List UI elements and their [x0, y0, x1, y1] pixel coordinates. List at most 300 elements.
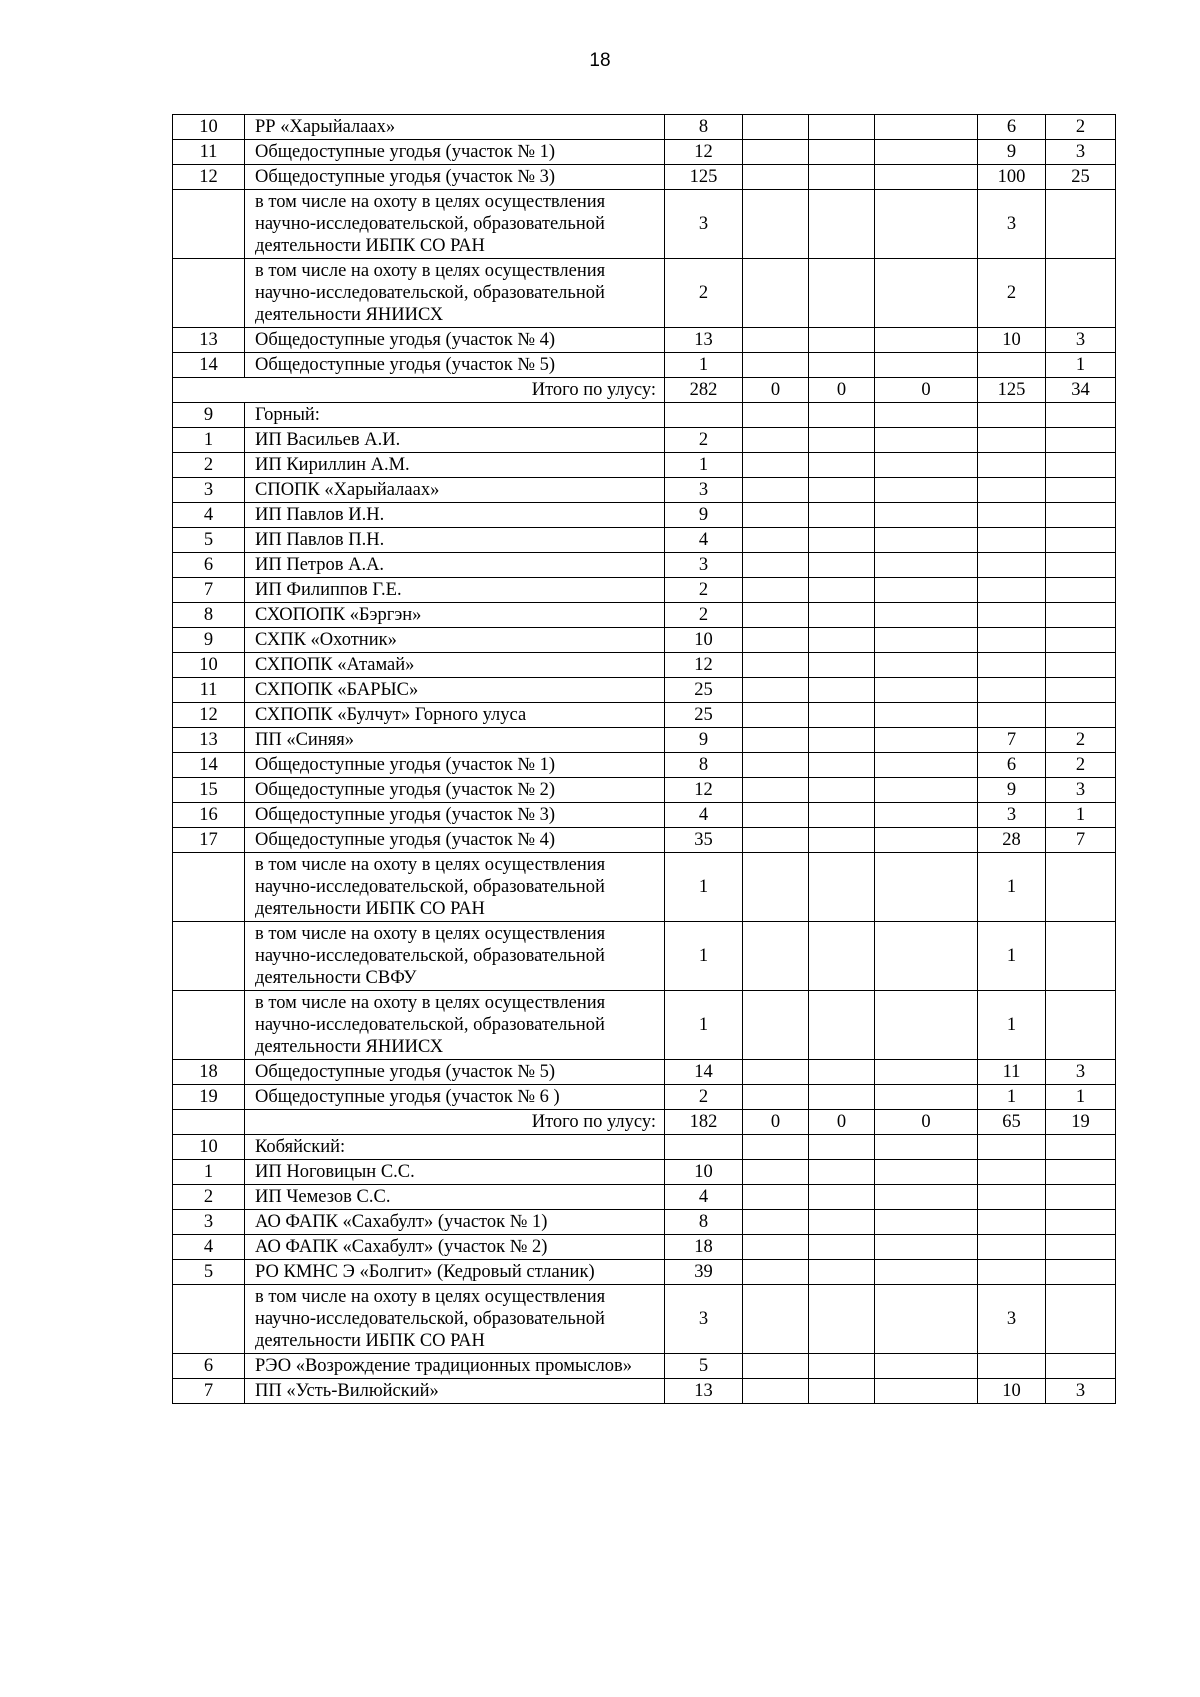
- value-cell-c1: 4: [665, 528, 743, 553]
- row-number-cell: [173, 922, 245, 991]
- table-row: [173, 1354, 1116, 1379]
- value-cell-c2: [743, 1235, 809, 1260]
- row-number-cell: 12: [173, 703, 245, 728]
- value-cell-c4: [875, 778, 978, 803]
- value-cell-c6: [1046, 1285, 1116, 1354]
- value-cell-c1: 4: [665, 803, 743, 828]
- value-cell-c1: 3: [665, 190, 743, 259]
- row-name-cell: Общедоступные угодья (участок № 6 ): [245, 1085, 665, 1110]
- row-name-cell: СХПОПК «Атамай»: [245, 653, 665, 678]
- table-row: [173, 1060, 1116, 1085]
- value-cell-c4: [875, 803, 978, 828]
- value-cell-c5: 65: [978, 1110, 1046, 1135]
- row-name-cell: ИП Павлов П.Н.: [245, 528, 665, 553]
- value-cell-c3: [809, 528, 875, 553]
- value-cell-c4: [875, 1060, 978, 1085]
- value-cell-c6: [1046, 553, 1116, 578]
- value-cell-c2: [743, 1285, 809, 1354]
- value-cell-c6: 2: [1046, 728, 1116, 753]
- value-cell-c5: [978, 478, 1046, 503]
- row-number-cell: 2: [173, 1185, 245, 1210]
- row-name-cell: Общедоступные угодья (участок № 3): [245, 165, 665, 190]
- row-name-cell: Общедоступные угодья (участок № 4): [245, 328, 665, 353]
- value-cell-c1: 8: [665, 753, 743, 778]
- value-cell-c2: [743, 503, 809, 528]
- value-cell-c6: 1: [1046, 803, 1116, 828]
- row-name-cell: Горный:: [245, 403, 665, 428]
- value-cell-c1: 25: [665, 703, 743, 728]
- value-cell-c5: 28: [978, 828, 1046, 853]
- value-cell-c6: [1046, 603, 1116, 628]
- value-cell-c4: [875, 728, 978, 753]
- row-name-cell: ИП Кириллин А.М.: [245, 453, 665, 478]
- table-row: [173, 115, 1116, 140]
- value-cell-c4: [875, 165, 978, 190]
- row-number-cell: 10: [173, 653, 245, 678]
- value-cell-c5: [978, 403, 1046, 428]
- row-number-cell: 11: [173, 678, 245, 703]
- value-cell-c3: [809, 259, 875, 328]
- value-cell-c4: [875, 1185, 978, 1210]
- value-cell-c2: [743, 1135, 809, 1160]
- value-cell-c1: [665, 1135, 743, 1160]
- row-name-cell: СПОПК «Харыйалаах»: [245, 478, 665, 503]
- value-cell-c2: [743, 528, 809, 553]
- value-cell-c3: [809, 1085, 875, 1110]
- value-cell-c4: [875, 1135, 978, 1160]
- value-cell-c2: [743, 353, 809, 378]
- value-cell-c4: [875, 853, 978, 922]
- row-name-cell: ИП Павлов И.Н.: [245, 503, 665, 528]
- row-number-cell: 4: [173, 1235, 245, 1260]
- value-cell-c3: [809, 1285, 875, 1354]
- value-cell-c2: [743, 1060, 809, 1085]
- value-cell-c6: [1046, 991, 1116, 1060]
- value-cell-c6: [1046, 1135, 1116, 1160]
- value-cell-c2: [743, 803, 809, 828]
- row-number-cell: 1: [173, 428, 245, 453]
- value-cell-c6: 7: [1046, 828, 1116, 853]
- value-cell-c4: [875, 115, 978, 140]
- value-cell-c3: [809, 1235, 875, 1260]
- value-cell-c2: [743, 165, 809, 190]
- table-row: [173, 1210, 1116, 1235]
- value-cell-c5: [978, 353, 1046, 378]
- value-cell-c4: [875, 190, 978, 259]
- value-cell-c2: [743, 703, 809, 728]
- value-cell-c5: [978, 603, 1046, 628]
- value-cell-c6: 3: [1046, 1060, 1116, 1085]
- value-cell-c2: [743, 1379, 809, 1404]
- table-row: [173, 678, 1116, 703]
- table-row: [173, 1260, 1116, 1285]
- table-row: [173, 503, 1116, 528]
- value-cell-c4: [875, 1379, 978, 1404]
- value-cell-c4: [875, 553, 978, 578]
- table-row: [173, 190, 1116, 259]
- value-cell-c3: [809, 922, 875, 991]
- value-cell-c5: 9: [978, 140, 1046, 165]
- row-name-cell: в том числе на охоту в целях осуществления научно-исследовательской, образовательной деятельности ЯНИИСХ: [245, 259, 665, 328]
- value-cell-c2: 0: [743, 378, 809, 403]
- value-cell-c6: 2: [1046, 115, 1116, 140]
- value-cell-c2: [743, 728, 809, 753]
- value-cell-c5: 3: [978, 803, 1046, 828]
- value-cell-c4: [875, 703, 978, 728]
- value-cell-c1: 13: [665, 328, 743, 353]
- value-cell-c6: [1046, 703, 1116, 728]
- row-name-cell: ИП Васильев А.И.: [245, 428, 665, 453]
- value-cell-c3: [809, 778, 875, 803]
- value-cell-c1: 182: [665, 1110, 743, 1135]
- row-number-cell: [173, 1285, 245, 1354]
- value-cell-c3: [809, 428, 875, 453]
- value-cell-c2: [743, 140, 809, 165]
- value-cell-c2: [743, 991, 809, 1060]
- row-number-cell: 19: [173, 1085, 245, 1110]
- value-cell-c2: [743, 828, 809, 853]
- table-body: [173, 115, 1116, 1404]
- table-row: [173, 1085, 1116, 1110]
- value-cell-c3: [809, 828, 875, 853]
- value-cell-c6: [1046, 403, 1116, 428]
- row-number-cell: 9: [173, 628, 245, 653]
- value-cell-c5: 125: [978, 378, 1046, 403]
- value-cell-c1: 2: [665, 1085, 743, 1110]
- value-cell-c4: [875, 628, 978, 653]
- value-cell-c4: 0: [875, 1110, 978, 1135]
- row-name-cell: РО КМНС Э «Болгит» (Кедровый стланик): [245, 1260, 665, 1285]
- table-row: [173, 578, 1116, 603]
- value-cell-c6: [1046, 922, 1116, 991]
- page-number: 18: [589, 50, 611, 71]
- total-row: [173, 1110, 1116, 1135]
- value-cell-c6: 25: [1046, 165, 1116, 190]
- value-cell-c1: 10: [665, 1160, 743, 1185]
- row-name-cell: Общедоступные угодья (участок № 4): [245, 828, 665, 853]
- row-number-cell: 11: [173, 140, 245, 165]
- value-cell-c3: [809, 628, 875, 653]
- value-cell-c3: [809, 653, 875, 678]
- table-row: [173, 140, 1116, 165]
- value-cell-c2: [743, 328, 809, 353]
- row-number-cell: 7: [173, 578, 245, 603]
- value-cell-c6: [1046, 1185, 1116, 1210]
- row-name-cell: Общедоступные угодья (участок № 2): [245, 778, 665, 803]
- value-cell-c4: [875, 353, 978, 378]
- table-row: [173, 803, 1116, 828]
- value-cell-c5: 9: [978, 778, 1046, 803]
- value-cell-c2: [743, 115, 809, 140]
- value-cell-c1: 2: [665, 603, 743, 628]
- value-cell-c1: 2: [665, 578, 743, 603]
- table-row: [173, 528, 1116, 553]
- row-number-cell: [173, 991, 245, 1060]
- value-cell-c1: 13: [665, 1379, 743, 1404]
- value-cell-c1: 3: [665, 478, 743, 503]
- value-cell-c3: [809, 703, 875, 728]
- value-cell-c3: [809, 1160, 875, 1185]
- value-cell-c1: 12: [665, 140, 743, 165]
- value-cell-c2: [743, 628, 809, 653]
- value-cell-c5: [978, 703, 1046, 728]
- value-cell-c2: [743, 1354, 809, 1379]
- value-cell-c1: 25: [665, 678, 743, 703]
- table-row: [173, 478, 1116, 503]
- value-cell-c5: [978, 1160, 1046, 1185]
- table-row: [173, 1379, 1116, 1404]
- value-cell-c1: 18: [665, 1235, 743, 1260]
- value-cell-c3: [809, 853, 875, 922]
- value-cell-c6: 1: [1046, 1085, 1116, 1110]
- value-cell-c5: 6: [978, 115, 1046, 140]
- value-cell-c4: [875, 1354, 978, 1379]
- value-cell-c5: [978, 528, 1046, 553]
- value-cell-c2: [743, 1210, 809, 1235]
- value-cell-c4: [875, 1235, 978, 1260]
- value-cell-c1: 3: [665, 553, 743, 578]
- value-cell-c6: [1046, 628, 1116, 653]
- value-cell-c3: [809, 753, 875, 778]
- value-cell-c6: 3: [1046, 328, 1116, 353]
- value-cell-c6: [1046, 678, 1116, 703]
- table-row: [173, 1135, 1116, 1160]
- value-cell-c5: [978, 653, 1046, 678]
- table-row: [173, 991, 1116, 1060]
- row-number-cell: 2: [173, 453, 245, 478]
- row-name-cell: в том числе на охоту в целях осуществления научно-исследовательской, образовательной деятельности СВФУ: [245, 922, 665, 991]
- value-cell-c5: [978, 1235, 1046, 1260]
- row-number-cell: 9: [173, 403, 245, 428]
- value-cell-c1: 9: [665, 728, 743, 753]
- value-cell-c1: 1: [665, 991, 743, 1060]
- value-cell-c6: [1046, 259, 1116, 328]
- row-number-cell: 17: [173, 828, 245, 853]
- value-cell-c5: [978, 1185, 1046, 1210]
- value-cell-c6: [1046, 478, 1116, 503]
- value-cell-c3: 0: [809, 1110, 875, 1135]
- value-cell-c2: [743, 259, 809, 328]
- value-cell-c1: 12: [665, 778, 743, 803]
- value-cell-c4: [875, 453, 978, 478]
- value-cell-c5: 10: [978, 328, 1046, 353]
- table-row: [173, 165, 1116, 190]
- value-cell-c3: 0: [809, 378, 875, 403]
- value-cell-c1: 14: [665, 1060, 743, 1085]
- value-cell-c2: [743, 853, 809, 922]
- row-number-cell: 5: [173, 1260, 245, 1285]
- value-cell-c6: 34: [1046, 378, 1116, 403]
- value-cell-c1: 39: [665, 1260, 743, 1285]
- value-cell-c2: [743, 603, 809, 628]
- row-name-cell: РР «Харыйалаах»: [245, 115, 665, 140]
- value-cell-c3: [809, 1260, 875, 1285]
- value-cell-c2: [743, 778, 809, 803]
- table-row: [173, 553, 1116, 578]
- value-cell-c1: 9: [665, 503, 743, 528]
- row-name-cell: АО ФАПК «Сахабулт» (участок № 1): [245, 1210, 665, 1235]
- value-cell-c5: [978, 428, 1046, 453]
- row-number-cell: [173, 853, 245, 922]
- value-cell-c6: [1046, 1210, 1116, 1235]
- row-name-cell: ПП «Синяя»: [245, 728, 665, 753]
- value-cell-c5: 11: [978, 1060, 1046, 1085]
- row-number-cell: 6: [173, 553, 245, 578]
- row-name-cell: Общедоступные угодья (участок № 1): [245, 140, 665, 165]
- value-cell-c4: [875, 991, 978, 1060]
- table-row: [173, 328, 1116, 353]
- row-number-cell: 14: [173, 353, 245, 378]
- value-cell-c3: [809, 803, 875, 828]
- quota-table: [172, 114, 1116, 1404]
- value-cell-c6: [1046, 503, 1116, 528]
- value-cell-c5: 3: [978, 1285, 1046, 1354]
- value-cell-c1: 4: [665, 1185, 743, 1210]
- row-name-cell: Общедоступные угодья (участок № 1): [245, 753, 665, 778]
- table-row: [173, 403, 1116, 428]
- value-cell-c6: [1046, 190, 1116, 259]
- value-cell-c2: [743, 1185, 809, 1210]
- table-row: [173, 753, 1116, 778]
- row-name-cell: Общедоступные угодья (участок № 3): [245, 803, 665, 828]
- value-cell-c2: [743, 428, 809, 453]
- value-cell-c2: [743, 753, 809, 778]
- table-row: [173, 853, 1116, 922]
- value-cell-c3: [809, 353, 875, 378]
- value-cell-c3: [809, 453, 875, 478]
- value-cell-c5: 6: [978, 753, 1046, 778]
- row-name-cell: в том числе на охоту в целях осуществления научно-исследовательской, образовательной деятельности ИБПК СО РАН: [245, 190, 665, 259]
- row-name-cell: в том числе на охоту в целях осуществления научно-исследовательской, образовательной деятельности ИБПК СО РАН: [245, 853, 665, 922]
- value-cell-c6: [1046, 453, 1116, 478]
- value-cell-c6: [1046, 578, 1116, 603]
- value-cell-c3: [809, 578, 875, 603]
- row-name-cell: ИП Чемезов С.С.: [245, 1185, 665, 1210]
- row-number-cell: 7: [173, 1379, 245, 1404]
- table-row: [173, 453, 1116, 478]
- value-cell-c2: [743, 478, 809, 503]
- value-cell-c6: [1046, 853, 1116, 922]
- value-cell-c4: [875, 753, 978, 778]
- value-cell-c6: 19: [1046, 1110, 1116, 1135]
- value-cell-c5: 100: [978, 165, 1046, 190]
- row-name-cell: в том числе на охоту в целях осуществления научно-исследовательской, образовательной деятельности ЯНИИСХ: [245, 991, 665, 1060]
- value-cell-c4: [875, 140, 978, 165]
- table-row: [173, 728, 1116, 753]
- value-cell-c1: 2: [665, 259, 743, 328]
- row-number-cell: 10: [173, 115, 245, 140]
- value-cell-c6: 1: [1046, 353, 1116, 378]
- value-cell-c6: [1046, 1235, 1116, 1260]
- value-cell-c1: 3: [665, 1285, 743, 1354]
- value-cell-c3: [809, 1210, 875, 1235]
- row-number-cell: [173, 190, 245, 259]
- value-cell-c5: [978, 1354, 1046, 1379]
- table-row: [173, 778, 1116, 803]
- row-name-cell: ИП Петров А.А.: [245, 553, 665, 578]
- value-cell-c2: [743, 553, 809, 578]
- row-name-cell: Общедоступные угодья (участок № 5): [245, 1060, 665, 1085]
- value-cell-c6: [1046, 653, 1116, 678]
- value-cell-c3: [809, 1060, 875, 1085]
- row-number-cell: [173, 259, 245, 328]
- value-cell-c4: [875, 1285, 978, 1354]
- value-cell-c3: [809, 553, 875, 578]
- row-number-cell: [173, 1110, 245, 1135]
- value-cell-c1: 1: [665, 353, 743, 378]
- value-cell-c3: [809, 115, 875, 140]
- table-row: [173, 922, 1116, 991]
- row-name-cell: в том числе на охоту в целях осуществления научно-исследовательской, образовательной деятельности ИБПК СО РАН: [245, 1285, 665, 1354]
- value-cell-c4: [875, 653, 978, 678]
- table-row: [173, 353, 1116, 378]
- value-cell-c6: [1046, 528, 1116, 553]
- row-number-cell: 5: [173, 528, 245, 553]
- value-cell-c6: 3: [1046, 778, 1116, 803]
- value-cell-c3: [809, 991, 875, 1060]
- table-row: [173, 703, 1116, 728]
- value-cell-c5: 7: [978, 728, 1046, 753]
- value-cell-c4: [875, 428, 978, 453]
- value-cell-c4: [875, 328, 978, 353]
- value-cell-c4: [875, 503, 978, 528]
- value-cell-c6: 3: [1046, 1379, 1116, 1404]
- value-cell-c1: 1: [665, 922, 743, 991]
- value-cell-c3: [809, 1135, 875, 1160]
- value-cell-c1: 125: [665, 165, 743, 190]
- value-cell-c3: [809, 728, 875, 753]
- value-cell-c5: [978, 453, 1046, 478]
- value-cell-c4: [875, 678, 978, 703]
- value-cell-c2: [743, 1160, 809, 1185]
- value-cell-c5: 1: [978, 922, 1046, 991]
- value-cell-c4: [875, 528, 978, 553]
- row-number-cell: 10: [173, 1135, 245, 1160]
- value-cell-c4: [875, 922, 978, 991]
- value-cell-c4: [875, 578, 978, 603]
- value-cell-c3: [809, 603, 875, 628]
- row-number-cell: 6: [173, 1354, 245, 1379]
- value-cell-c1: 8: [665, 115, 743, 140]
- row-number-cell: 12: [173, 165, 245, 190]
- value-cell-c1: [665, 403, 743, 428]
- total-row: [173, 378, 1116, 403]
- value-cell-c1: 2: [665, 428, 743, 453]
- value-cell-c4: [875, 1160, 978, 1185]
- value-cell-c3: [809, 403, 875, 428]
- value-cell-c5: [978, 1135, 1046, 1160]
- value-cell-c5: [978, 678, 1046, 703]
- value-cell-c4: [875, 259, 978, 328]
- row-name-cell: СХПК «Охотник»: [245, 628, 665, 653]
- value-cell-c1: 8: [665, 1210, 743, 1235]
- value-cell-c3: [809, 1379, 875, 1404]
- row-name-cell: Общедоступные угодья (участок № 5): [245, 353, 665, 378]
- value-cell-c6: [1046, 1354, 1116, 1379]
- value-cell-c5: [978, 628, 1046, 653]
- value-cell-c4: 0: [875, 378, 978, 403]
- value-cell-c5: 1: [978, 1085, 1046, 1110]
- value-cell-c1: 10: [665, 628, 743, 653]
- row-number-cell: 16: [173, 803, 245, 828]
- value-cell-c5: 10: [978, 1379, 1046, 1404]
- value-cell-c3: [809, 328, 875, 353]
- value-cell-c2: 0: [743, 1110, 809, 1135]
- value-cell-c5: 1: [978, 991, 1046, 1060]
- table-row: [173, 1185, 1116, 1210]
- value-cell-c6: 3: [1046, 140, 1116, 165]
- value-cell-c4: [875, 828, 978, 853]
